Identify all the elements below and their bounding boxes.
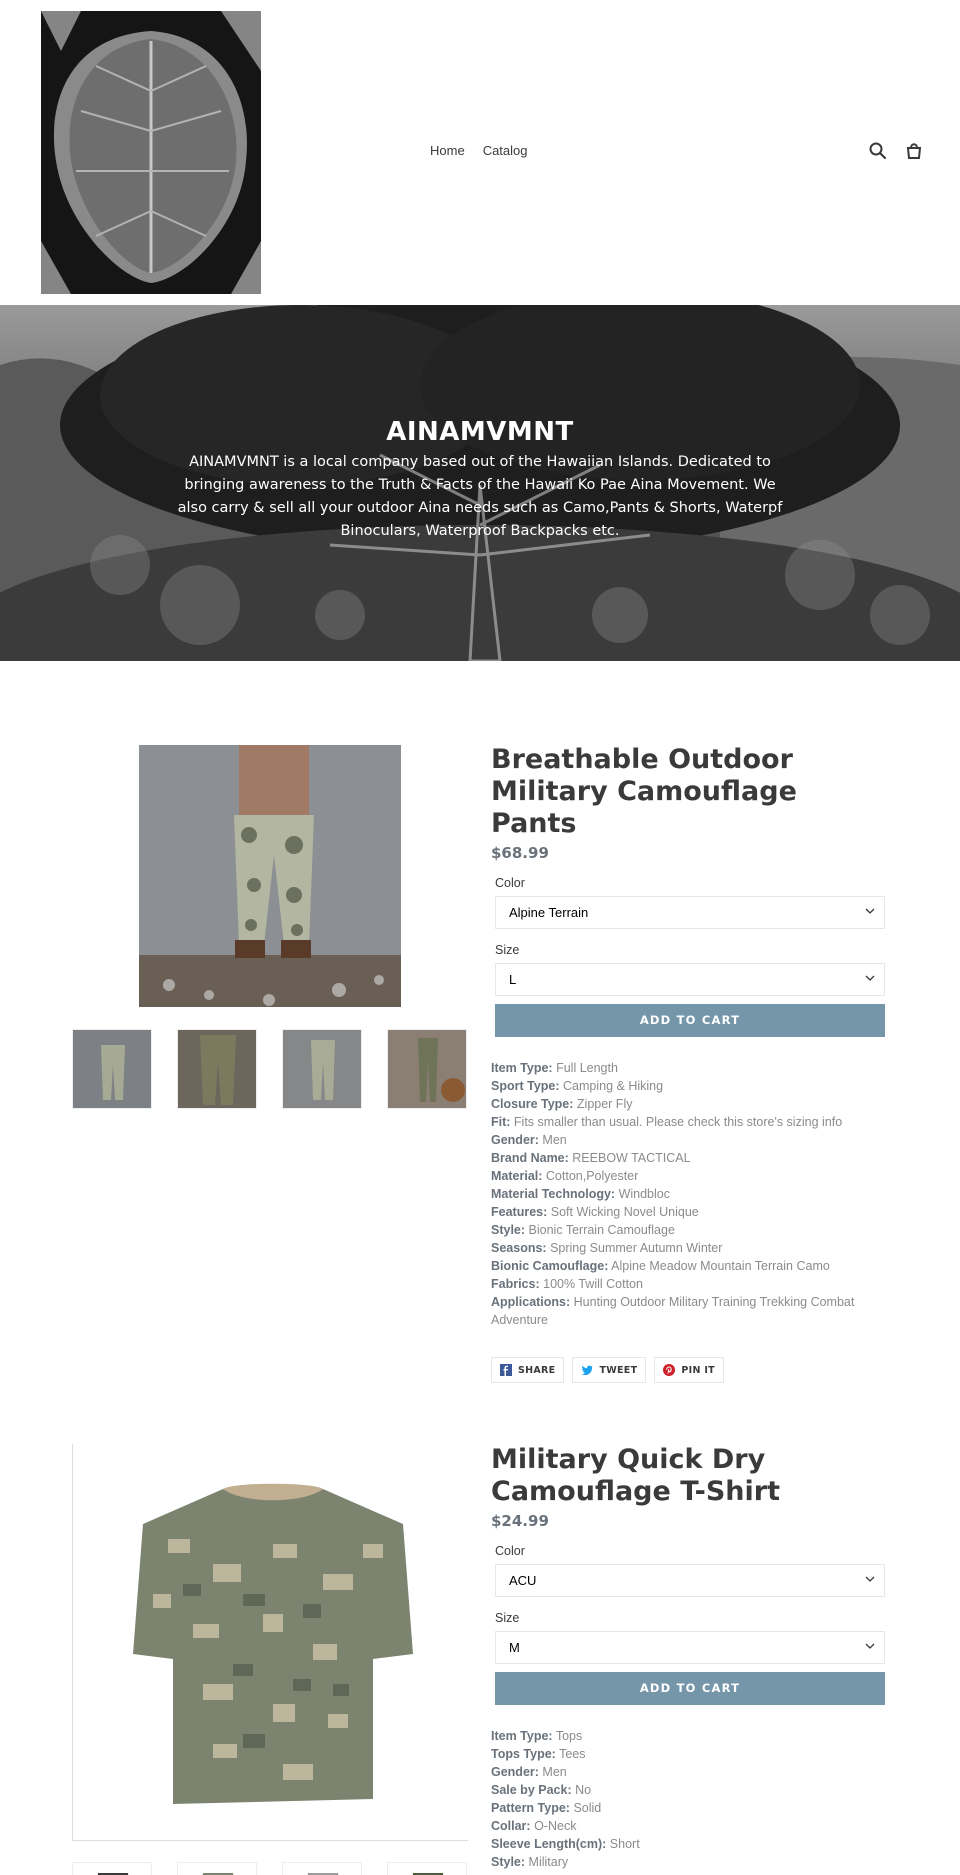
product-thumbnail[interactable] (177, 1029, 257, 1109)
spec-row (491, 1781, 885, 1799)
share-label: SHARE (518, 1364, 556, 1376)
chevron-down-icon (864, 1640, 876, 1652)
spec-row (491, 1185, 885, 1203)
size-select-value: L (509, 972, 517, 987)
size-select-value: M (509, 1640, 520, 1655)
product-title: Military Quick Dry Camouflage T-Shirt (491, 1444, 781, 1507)
spec-key: Sport Type: (491, 1079, 560, 1093)
spec-value: Men (542, 1133, 567, 1147)
spec-key: Style: (491, 1855, 526, 1869)
share-pinterest-button[interactable] (654, 1357, 724, 1383)
spec-key: Bionic Camouflage: (491, 1259, 609, 1273)
spec-key: Collar: (491, 1819, 531, 1833)
spec-value: Windbloc (618, 1187, 670, 1201)
product-thumbnail[interactable] (72, 1862, 152, 1875)
tweet-label: TWEET (599, 1364, 638, 1376)
pin-label: PIN IT (681, 1364, 715, 1376)
spec-value: Zipper Fly (576, 1097, 633, 1111)
chevron-down-icon (864, 905, 876, 917)
spec-key: Material Technology: (491, 1187, 616, 1201)
spec-row (491, 1257, 885, 1275)
nav-catalog[interactable]: Catalog (482, 143, 528, 158)
spec-row (491, 1095, 885, 1113)
search-icon[interactable] (868, 141, 888, 161)
spec-row (491, 1853, 885, 1871)
spec-value: Camping & Hiking (563, 1079, 664, 1093)
product-thumbnail[interactable] (282, 1862, 362, 1875)
product-main-image[interactable] (72, 1444, 468, 1841)
product-info (491, 1444, 885, 1871)
spec-key: Sleeve Length(cm): (491, 1837, 607, 1851)
spec-value: Full Length (556, 1061, 618, 1075)
color-select[interactable] (495, 896, 885, 929)
product-main-image[interactable] (139, 745, 401, 1007)
hero-description: AINAMVMNT is a local company based out of the Hawaiian Islands. Dedicated to bringing awareness to the Truth & Facts of the Hawaii Ko Pae Aina Movement. We also carry & sell all your outdoor Aina needs such as Camo,Pants & Shorts, Waterpf Binoculars, Waterproof Backpacks etc. (177, 454, 783, 539)
product-thumbnail[interactable] (387, 1029, 467, 1109)
spec-value: Spring Summer Autumn Winter (550, 1241, 723, 1255)
color-label: Color (495, 876, 525, 890)
nav-home[interactable]: Home (430, 143, 465, 158)
color-label: Color (495, 1544, 525, 1558)
facebook-icon (500, 1364, 512, 1376)
spec-row (491, 1817, 885, 1835)
product-specs (491, 1059, 885, 1329)
spec-row (491, 1149, 885, 1167)
spec-row (491, 1745, 885, 1763)
chevron-down-icon (864, 972, 876, 984)
color-select-value: Alpine Terrain (509, 905, 589, 920)
spec-row (491, 1203, 885, 1221)
product-price: $24.99 (491, 1512, 549, 1530)
spec-row (491, 1113, 885, 1131)
spec-row (491, 1131, 885, 1149)
size-label: Size (495, 1611, 520, 1625)
spec-row (491, 1077, 885, 1095)
spec-value: No (575, 1783, 592, 1797)
product-thumbnail[interactable] (387, 1862, 467, 1875)
spec-row (491, 1167, 885, 1185)
product-info (491, 744, 885, 1383)
spec-row (491, 1293, 885, 1329)
color-select-value: ACU (509, 1573, 537, 1588)
spec-key: Tops Type: (491, 1747, 556, 1761)
spec-key: Pattern Type: (491, 1801, 570, 1815)
spec-row (491, 1799, 885, 1817)
spec-value: Military (528, 1855, 569, 1869)
spec-key: Features: (491, 1205, 548, 1219)
spec-key: Fit: (491, 1115, 511, 1129)
spec-value: Cotton,Polyester (545, 1169, 639, 1183)
twitter-icon (581, 1364, 593, 1376)
cart-icon[interactable] (904, 141, 924, 161)
spec-row (491, 1727, 885, 1745)
product-price: $68.99 (491, 844, 549, 862)
product-thumbnail[interactable] (72, 1029, 152, 1109)
spec-value: 100% Twill Cotton (543, 1277, 643, 1291)
size-label: Size (495, 943, 520, 957)
pinterest-icon (663, 1364, 675, 1376)
spec-value: Alpine Meadow Mountain Terrain Camo (611, 1259, 830, 1273)
spec-value: Fits smaller than usual. Please check this store's sizing info (513, 1115, 843, 1129)
spec-row (491, 1221, 885, 1239)
spec-value: Short (609, 1837, 640, 1851)
site-header (0, 0, 960, 305)
spec-key: Gender: (491, 1765, 539, 1779)
spec-row (491, 1835, 885, 1853)
spec-value: Tops (555, 1729, 583, 1743)
share-twitter-button[interactable] (572, 1357, 646, 1383)
spec-key: Item Type: (491, 1061, 553, 1075)
product-thumbnails (72, 1862, 467, 1875)
spec-value: O-Neck (534, 1819, 577, 1833)
add-to-cart-button[interactable]: ADD TO CART (495, 1672, 885, 1705)
spec-value: Men (542, 1765, 567, 1779)
spec-key: Applications: (491, 1295, 571, 1309)
spec-key: Seasons: (491, 1241, 547, 1255)
header-icons (868, 141, 924, 161)
spec-key: Closure Type: (491, 1097, 574, 1111)
product-thumbnail[interactable] (177, 1862, 257, 1875)
hero-title: AINAMVMNT (386, 417, 574, 447)
spec-value: REEBOW TACTICAL (572, 1151, 691, 1165)
hero-banner (0, 305, 960, 661)
spec-key: Item Type: (491, 1729, 553, 1743)
spec-value: Soft Wicking Novel Unique (550, 1205, 699, 1219)
product-thumbnail[interactable] (282, 1029, 362, 1109)
spec-key: Fabrics: (491, 1277, 540, 1291)
size-select[interactable] (495, 1631, 885, 1664)
spec-value: Hunting Outdoor Military Training Trekking Combat Adventure (491, 1295, 855, 1327)
product-title: Breathable Outdoor Military Camouflage Pants (491, 744, 797, 839)
spec-row (491, 1763, 885, 1781)
hero-content (170, 417, 790, 543)
spec-value: Tees (559, 1747, 586, 1761)
product-specs (491, 1727, 885, 1871)
spec-row (491, 1239, 885, 1257)
main-nav (430, 143, 528, 158)
chevron-down-icon (864, 1573, 876, 1585)
spec-key: Sale by Pack: (491, 1783, 572, 1797)
spec-value: Bionic Terrain Camouflage (528, 1223, 675, 1237)
logo[interactable] (41, 11, 261, 294)
spec-row (491, 1059, 885, 1077)
spec-key: Style: (491, 1223, 526, 1237)
social-share (491, 1357, 885, 1383)
size-select[interactable] (495, 963, 885, 996)
spec-key: Gender: (491, 1133, 539, 1147)
add-to-cart-button[interactable]: ADD TO CART (495, 1004, 885, 1037)
spec-value: Solid (573, 1801, 602, 1815)
spec-key: Brand Name: (491, 1151, 569, 1165)
spec-key: Material: (491, 1169, 543, 1183)
product-thumbnails (72, 1029, 467, 1109)
spec-row (491, 1275, 885, 1293)
color-select[interactable] (495, 1564, 885, 1597)
share-facebook-button[interactable] (491, 1357, 564, 1383)
